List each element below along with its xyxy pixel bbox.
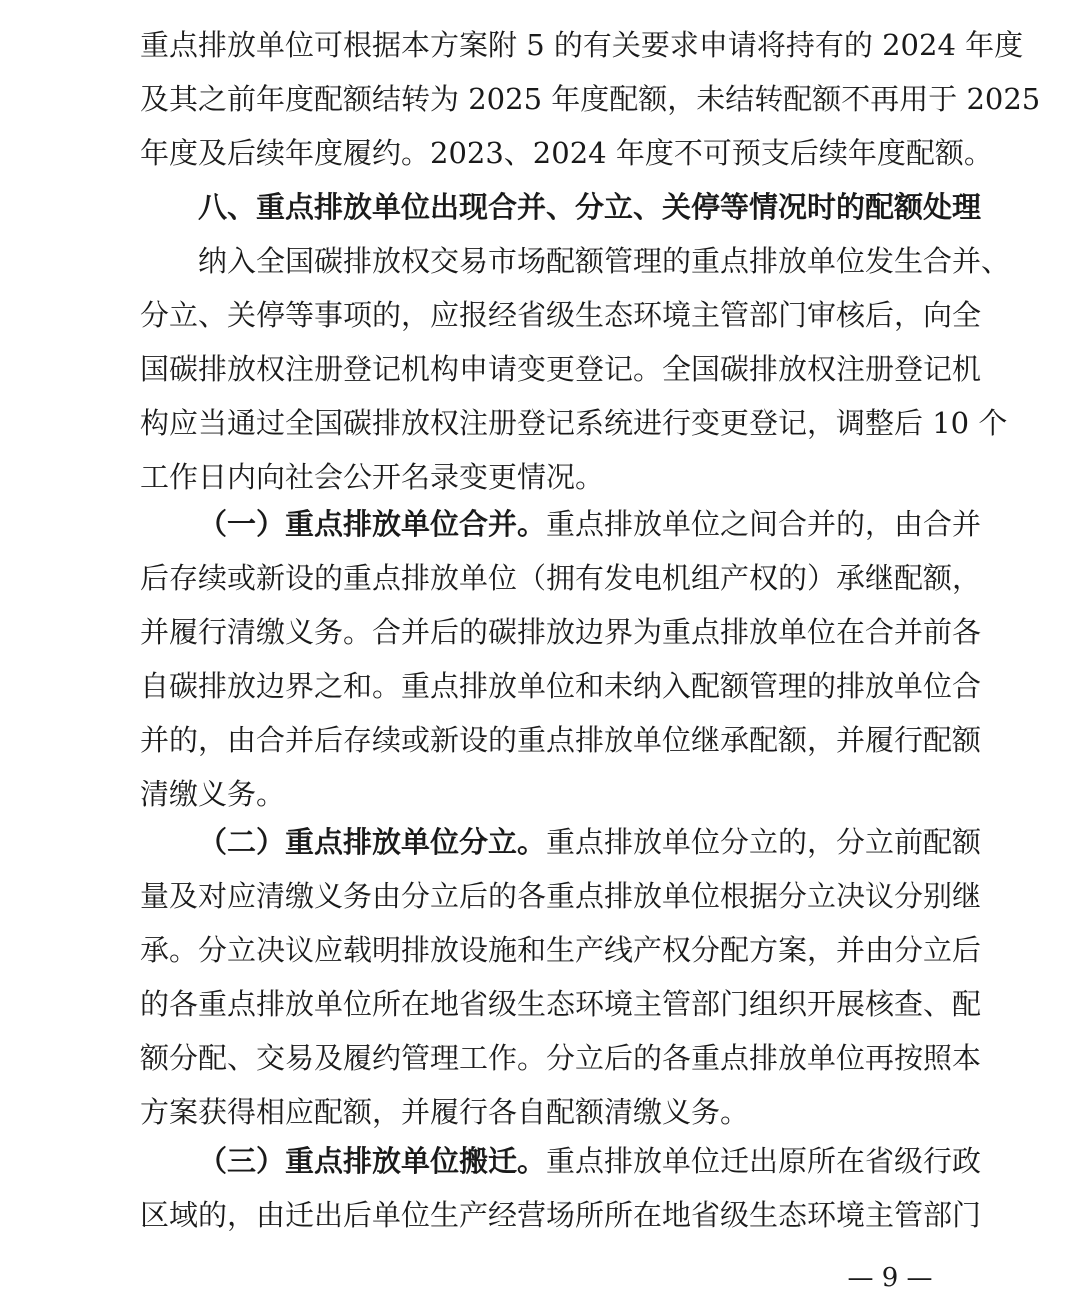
- subsection-split-first-line: [198, 815, 982, 869]
- body-line: 自碳排放边界之和。重点排放单位和未纳入配额管理的排放单位合: [140, 669, 982, 703]
- body-line: 构应当通过全国碳排放权注册登记系统进行变更登记，调整后 10 个: [140, 406, 1008, 440]
- body-line: 年度及后续年度履约。2023、2024 年度不可预支后续年度配额。: [140, 136, 993, 170]
- subsection-title-split: （二）重点排放单位分立。: [198, 825, 547, 859]
- body-text: 重点排放单位分立的，分立前配额: [546, 825, 982, 859]
- body-line: 清缴义务。: [140, 777, 286, 811]
- body-line: 方案获得相应配额，并履行各自配额清缴义务。: [140, 1095, 750, 1129]
- body-line: 的各重点排放单位所在地省级生态环境主管部门组织开展核查、配: [140, 987, 982, 1021]
- body-line: 并履行清缴义务。合并后的碳排放边界为重点排放单位在合并前各: [140, 615, 982, 649]
- subsection-merge-first-line: [198, 497, 982, 551]
- body-line: 工作日内向社会公开名录变更情况。: [140, 460, 605, 494]
- body-line: 纳入全国碳排放权交易市场配额管理的重点排放单位发生合并、: [198, 244, 1011, 278]
- body-text: 重点排放单位之间合并的，由合并: [546, 507, 982, 541]
- body-text: 重点排放单位迁出原所在省级行政: [546, 1144, 982, 1178]
- body-line: 额分配、交易及履约管理工作。分立后的各重点排放单位再按照本: [140, 1041, 982, 1075]
- body-line: 及其之前年度配额结转为 2025 年度配额，未结转配额不再用于 2025: [140, 82, 1041, 116]
- body-line: 国碳排放权注册登记机构申请变更登记。全国碳排放权注册登记机: [140, 352, 982, 386]
- page-number: — 9 —: [847, 1263, 933, 1293]
- subsection-relocate-first-line: [198, 1134, 982, 1188]
- body-line: 量及对应清缴义务由分立后的各重点排放单位根据分立决议分别继: [140, 879, 982, 913]
- body-line: 后存续或新设的重点排放单位（拥有发电机组产权的）承继配额，: [140, 561, 982, 595]
- body-line: 分立、关停等事项的，应报经省级生态环境主管部门审核后，向全: [140, 298, 982, 332]
- subsection-title-relocate: （三）重点排放单位搬迁。: [198, 1144, 547, 1178]
- body-line: 承。分立决议应载明排放设施和生产线产权分配方案，并由分立后: [140, 933, 982, 967]
- body-line: 区域的，由迁出后单位生产经营场所所在地省级生态环境主管部门: [140, 1198, 982, 1232]
- body-line: 重点排放单位可根据本方案附 5 的有关要求申请将持有的 2024 年度: [140, 28, 1024, 62]
- subsection-title-merge: （一）重点排放单位合并。: [198, 507, 547, 541]
- body-line: 并的，由合并后存续或新设的重点排放单位继承配额，并履行配额: [140, 723, 982, 757]
- section-heading: 八、重点排放单位出现合并、分立、关停等情况时的配额处理: [198, 190, 982, 224]
